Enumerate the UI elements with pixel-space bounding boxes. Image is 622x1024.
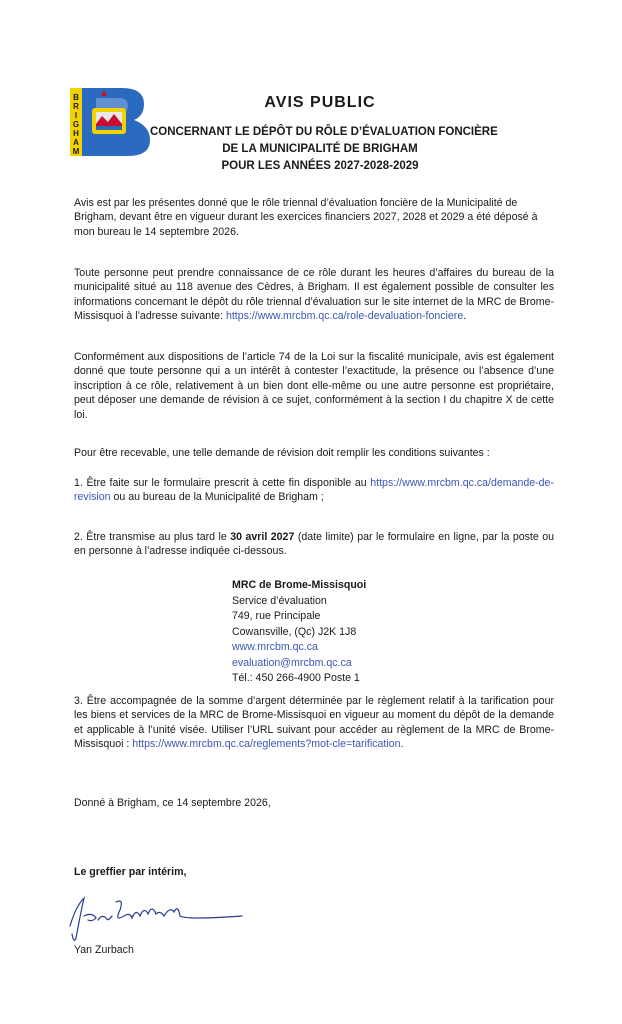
svg-text:G: G (72, 120, 80, 129)
role-evaluation-link[interactable]: https://www.mrcbm.qc.ca/role-devaluation-fonciere (225, 310, 464, 323)
condition-2-end: (date limite) par le formulaire en ligne, par la poste ou en personne à l’adresse indiquée ci-dessous. (74, 531, 555, 558)
signer-name: Yan Zurbach (74, 944, 134, 956)
svg-text:M: M (72, 147, 80, 156)
signature-title: Le greffier par intérim, (74, 866, 187, 878)
condition-1-text: 1. Être faite sur le formulaire prescrit à cette fin disponible au (74, 477, 367, 489)
signed-date: Donné à Brigham, ce 14 septembre 2026, (74, 797, 271, 809)
subtitle-line-1: CONCERNANT LE DÉPÔT DU RÔLE D’ÉVALUATION FONCIÈRE (150, 126, 498, 138)
address-email-link[interactable]: evaluation@mrcbm.qc.ca (232, 656, 352, 669)
address-street: 749, rue Principale (232, 610, 321, 622)
paragraph-conditions-intro: Pour être recevable, une telle demande de révision doit remplir les conditions suivantes : (74, 447, 490, 459)
svg-text:B: B (73, 93, 79, 102)
demande-revision-link[interactable]: https://www.mrcbm.qc.ca/demande-de-revision (74, 477, 554, 504)
paragraph-contestation: Conformément aux dispositions de l’article 74 de la Loi sur la fiscalité municipale, avis est également donné que toute personne qui a un intérêt à contester l’exactitude, la présence ou l’absence d’une inscription à ce rôle, relativement à un bien dont elle-même ou une autre personne est propriétaire, peut déposer une demande de révision à ce sujet, conformément à la section I du chapitre X de cette loi. (74, 351, 554, 421)
address-name: MRC de Brome-Missisquoi (232, 579, 367, 591)
address-phone: Tél.: 450 266-4900 Poste 1 (232, 672, 360, 684)
address-city: Cowansville, (Qc) J2K 1J8 (232, 625, 357, 638)
subtitle-line-3: POUR LES ANNÉES 2027-2028-2029 (221, 160, 419, 172)
svg-text:A: A (73, 138, 79, 147)
notice-subtitle (150, 124, 498, 175)
condition-3-end: . (400, 738, 404, 751)
paragraph-consultation-end: . (463, 310, 467, 323)
address-website-link[interactable]: www.mrcbm.qc.ca (232, 641, 318, 653)
svg-text:H: H (73, 129, 79, 138)
svg-text:R: R (73, 102, 79, 111)
svg-text:I: I (74, 111, 78, 120)
condition-3-text: 3. Être accompagnée de la somme d’argent déterminée par le règlement relatif à la tarification pour les biens et services de la MRC de Brome-Missisquoi en vigueur au moment du dépôt de la demande et applicable à l’unité visée. Utiliser l’URL suivant pour accéder au règlement de la MRC de Brome-Missisquoi : (74, 695, 554, 751)
paragraph-consultation-text: Toute personne peut prendre connaissance de ce rôle durant les heures d’affaires du bureau de la municipalité situé au 118 avenue des Cèdres, à Brigham. Il est également possible de consulter les informations concernant le dépôt du rôle triennal d’évaluation sur le site internet de la MRC de Brome-Missisquoi à l’adresse suivante: (74, 267, 554, 323)
notice-title: AVIS PUBLIC (264, 94, 376, 111)
reglements-link[interactable]: https://www.mrcbm.qc.ca/reglements?mot-cle=tarification (132, 738, 401, 751)
handwritten-signature (62, 886, 262, 946)
address-service: Service d’évaluation (232, 594, 327, 607)
address-block (232, 578, 366, 687)
paragraph-deposit: Avis est par les présentes donné que le rôle triennal d’évaluation foncière de la Municipalité de Brigham, devant être en vigueur durant les exercices financiers 2027, 2028 et 2029 a été déposé à mon bureau le 14 septembre 2026. (74, 197, 538, 238)
deadline-date: 30 avril 2027 (230, 531, 295, 543)
condition-3 (74, 694, 554, 752)
condition-2 (74, 530, 554, 559)
brigham-logo (70, 86, 154, 158)
condition-2-start: 2. Être transmise au plus tard le (74, 531, 227, 543)
paragraph-consultation (74, 266, 554, 324)
condition-1-end: ou au bureau de la Municipalité de Brigham ; (113, 491, 324, 504)
condition-1 (74, 476, 554, 505)
subtitle-line-2: DE LA MUNICIPALITÉ DE BRIGHAM (222, 143, 418, 155)
